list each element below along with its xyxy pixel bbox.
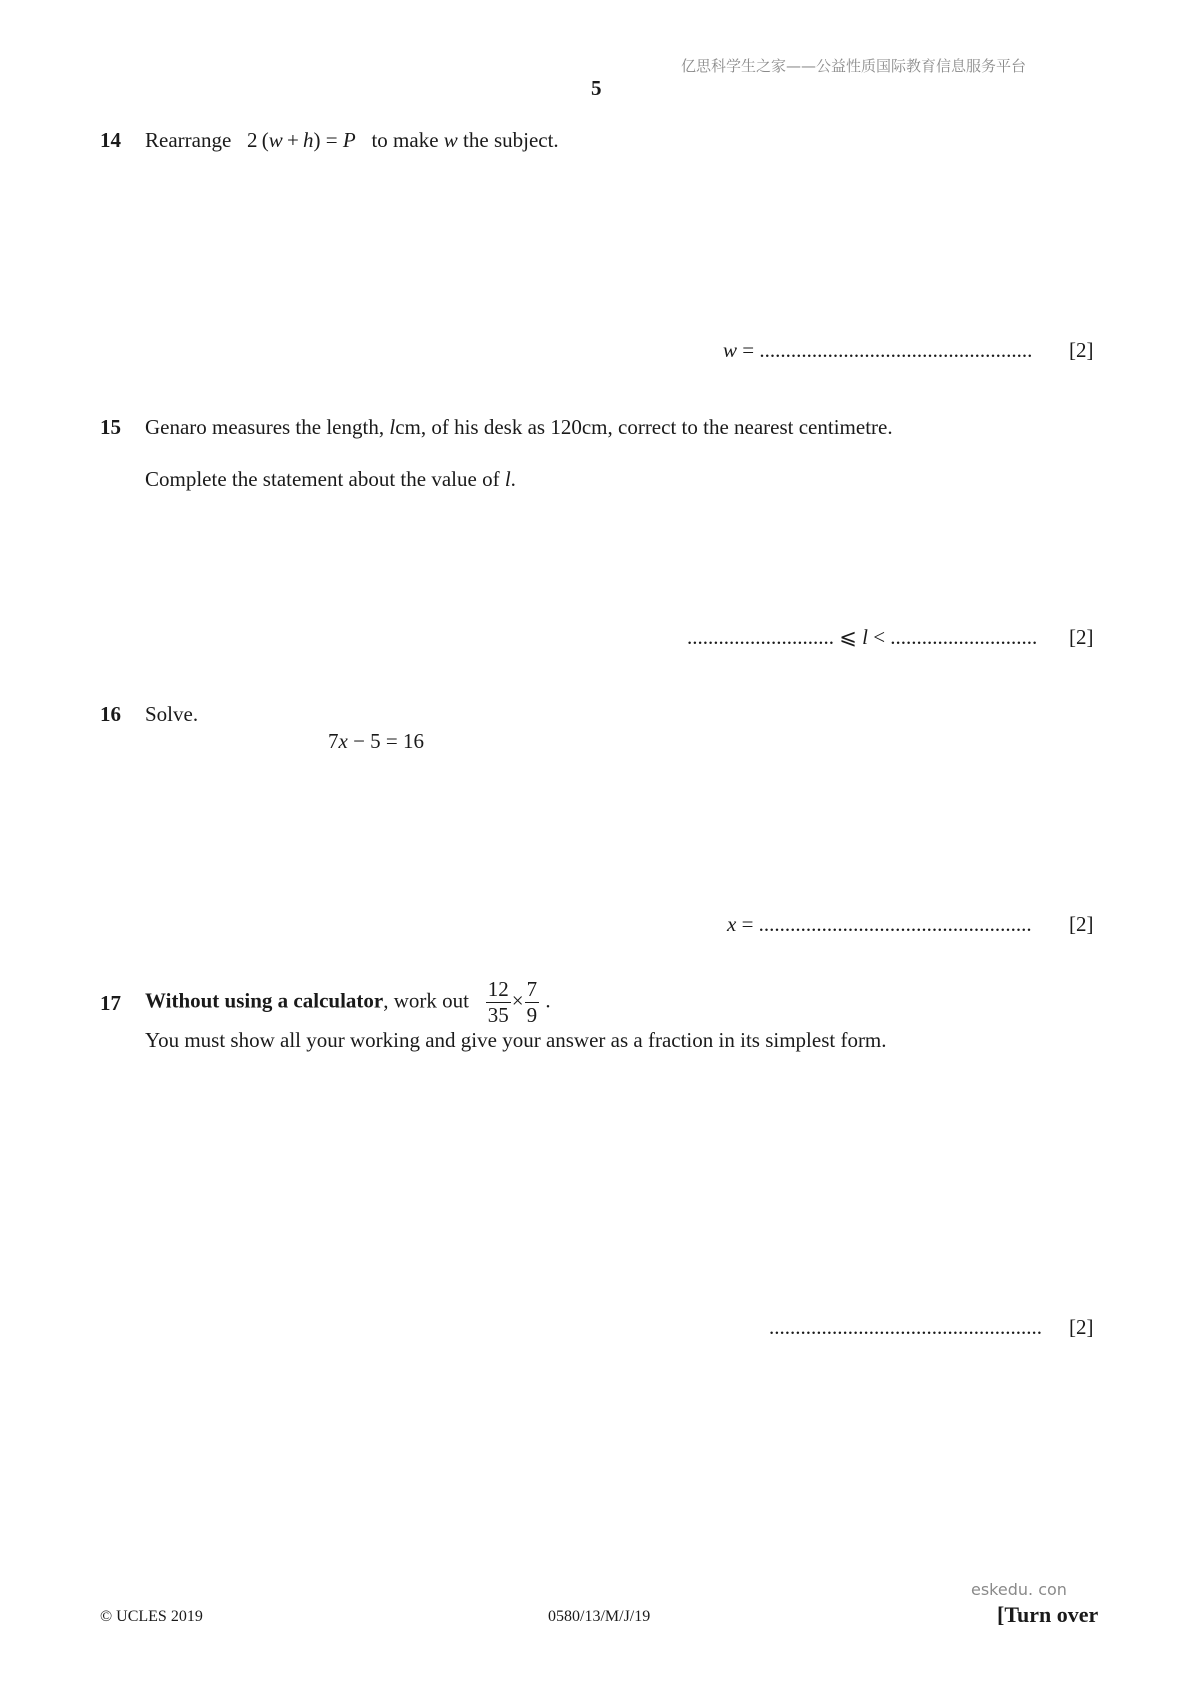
- q15-text: Genaro measures the length,: [145, 415, 385, 439]
- question-16-answer-line: [727, 912, 1032, 937]
- q14-text-before: Rearrange: [145, 128, 232, 152]
- fraction-7-9: [525, 979, 540, 1026]
- eq-token: − 5 = 16: [353, 729, 425, 753]
- fraction-denominator: 9: [526, 1003, 538, 1027]
- q15-text: Complete the statement about the value of: [145, 467, 500, 491]
- answer-equals: =: [742, 338, 755, 362]
- q15-text: cm, of his desk as 120: [395, 415, 582, 439]
- question-17-line-1: [145, 979, 551, 1026]
- fraction-denominator: 35: [487, 1003, 509, 1027]
- page-number: 5: [591, 76, 602, 100]
- question-15-line-2: [145, 467, 516, 492]
- lt-symbol: <: [873, 625, 886, 649]
- eq-token: w: [268, 128, 283, 152]
- answer-dots-upper[interactable]: ............................: [890, 625, 1038, 649]
- question-14-text: [145, 128, 559, 153]
- fraction-numerator: 12: [487, 977, 509, 1001]
- q14-equation: [247, 128, 356, 152]
- question-17-answer-line: [769, 1315, 1042, 1340]
- question-16-equation: [328, 729, 424, 754]
- q14-text-after: the subject.: [463, 128, 559, 152]
- eq-token: P: [342, 128, 356, 152]
- paper-code: 0580/13/M/J/19: [548, 1608, 651, 1625]
- answer-dots-lower[interactable]: ............................: [687, 625, 834, 649]
- eq-token: +: [286, 128, 299, 152]
- q15-var-l: l: [389, 415, 396, 439]
- question-14-answer-line: [723, 338, 1032, 363]
- eq-token: 7: [328, 729, 339, 753]
- answer-dots[interactable]: ....................................................: [769, 1315, 1042, 1339]
- eq-token: (: [261, 128, 269, 152]
- q17-text: , work out: [383, 988, 469, 1013]
- question-17-marks: [2]: [1069, 1315, 1094, 1339]
- q15-text: cm, correct to the nearest centimetre.: [581, 415, 893, 439]
- times-symbol: ×: [511, 988, 524, 1013]
- fraction-numerator: 7: [526, 977, 538, 1001]
- answer-equals: =: [741, 912, 754, 936]
- q17-period: .: [545, 988, 551, 1013]
- question-15-line-1: [145, 415, 893, 440]
- fraction-12-35: [486, 979, 511, 1026]
- watermark-text: 亿思科学生之家——公益性质国际教育信息服务平台: [681, 57, 1027, 75]
- site-watermark: eskedu. con: [971, 1580, 1067, 1599]
- answer-dots[interactable]: ....................................................: [759, 338, 1033, 362]
- answer-dots[interactable]: ....................................................: [758, 912, 1032, 936]
- eq-token: ): [313, 128, 321, 152]
- question-16-marks: [2]: [1069, 912, 1094, 936]
- answer-variable: x: [727, 912, 737, 936]
- eq-token: 2: [247, 128, 258, 152]
- turn-over: [Turn over: [997, 1602, 1099, 1627]
- leq-symbol: ⩽: [839, 625, 857, 649]
- q15-var-l: l: [504, 467, 511, 491]
- question-15-marks: [2]: [1069, 625, 1094, 649]
- eq-token: h: [303, 128, 314, 152]
- copyright: © UCLES 2019: [100, 1608, 203, 1625]
- question-15-answer-line: [687, 625, 1037, 650]
- answer-variable: w: [723, 338, 738, 362]
- question-14-marks: [2]: [1069, 338, 1094, 362]
- eq-token: x: [338, 729, 348, 753]
- question-15-number: 15: [100, 415, 121, 439]
- question-16-number: 16: [100, 702, 121, 726]
- q17-bold-text: Without using a calculator: [145, 988, 384, 1013]
- question-17-number: 17: [100, 991, 121, 1015]
- q14-text-mid: to make: [371, 128, 439, 152]
- eq-token: =: [325, 128, 338, 152]
- answer-variable: l: [862, 625, 868, 649]
- question-16-text: Solve.: [145, 702, 199, 726]
- question-14-number: 14: [100, 128, 121, 152]
- q14-var-w: w: [443, 128, 458, 152]
- question-17-line-2: You must show all your working and give your answer as a fraction in its simplest form.: [145, 1028, 887, 1052]
- q15-text: .: [510, 467, 516, 491]
